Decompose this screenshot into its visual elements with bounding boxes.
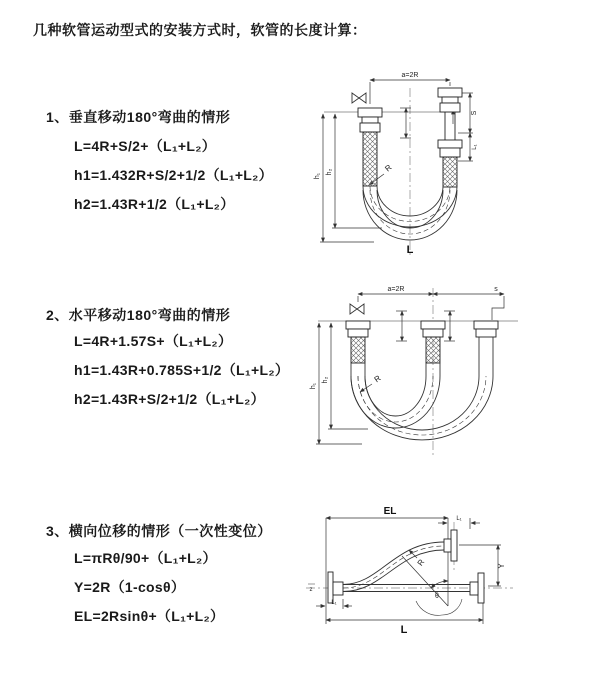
section-3-formula-l: L=πRθ/90+（L₁+L₂）: [74, 550, 217, 566]
dim-label-h2: h₂: [322, 376, 329, 384]
dim-label-s: S: [471, 110, 478, 116]
page-title: 几种软管运动型式的安装方式时，软管的长度计算：: [33, 22, 367, 38]
dim-label-theta: θ: [435, 593, 439, 600]
dim-label-h1: h₁: [314, 172, 321, 180]
dimension-lines: [308, 518, 501, 624]
section-3-heading: 3、横向位移的情形（一次性变位）: [46, 523, 272, 539]
section-1-heading: 1、垂直移动180°弯曲的情形: [46, 109, 231, 125]
section-2-formula-h1: h1=1.43R+0.785S+1/2（L₁+L₂）: [74, 362, 290, 378]
valve-icon: [350, 304, 364, 314]
hose-fittings: [358, 88, 462, 187]
dim-label-r: R: [383, 162, 394, 174]
diagram-horizontal-movement: [306, 278, 591, 470]
section-2-formula-l: L=4R+1.57S+（L₁+L₂）: [74, 333, 233, 349]
hose-fittings: [346, 321, 498, 363]
section-1-formula-l: L=4R+S/2+（L₁+L₂）: [74, 138, 217, 154]
dim-label-a2r: a=2R: [387, 286, 405, 293]
section-2-formula-h2: h2=1.43R+S/2+1/2（L₁+L₂）: [74, 391, 265, 407]
dim-label-h2: h₂: [326, 168, 333, 176]
dim-label-y: Y: [497, 563, 506, 569]
dim-label-h1: h₁: [310, 382, 317, 390]
hose-curves: [351, 337, 493, 440]
diagram-lateral-displacement: [298, 498, 593, 653]
dim-label-l1-bottom: L₁: [331, 600, 337, 606]
section-3-formula-y: Y=2R（1-cosθ）: [74, 579, 186, 595]
dim-label-l1: L₁: [472, 144, 478, 150]
section-3-formula-el: EL=2Rsinθ+（L₁+L₂）: [74, 608, 225, 624]
dim-label-l: L: [400, 624, 408, 636]
dim-label-l: L: [406, 244, 414, 256]
dim-label-s: s: [494, 286, 498, 293]
section-1-formula-h2: h2=1.43R+1/2（L₁+L₂）: [74, 196, 235, 212]
diagram-vertical-movement: [310, 64, 590, 269]
hose-fittings: [328, 530, 484, 603]
dim-label-a2r: a=2R: [401, 72, 419, 79]
section-2-heading: 2、水平移动180°弯曲的情形: [46, 307, 231, 323]
dim-label-l1-top: L₁: [456, 516, 462, 522]
dim-label-el: EL: [383, 506, 397, 517]
section-1-formula-h1: h1=1.432R+S/2+1/2（L₁+L₂）: [74, 167, 273, 183]
dim-label-r: R: [415, 557, 427, 568]
valve-icon: [352, 93, 366, 103]
dim-label-r: R: [372, 373, 383, 385]
dim-label-z: z: [309, 587, 313, 593]
